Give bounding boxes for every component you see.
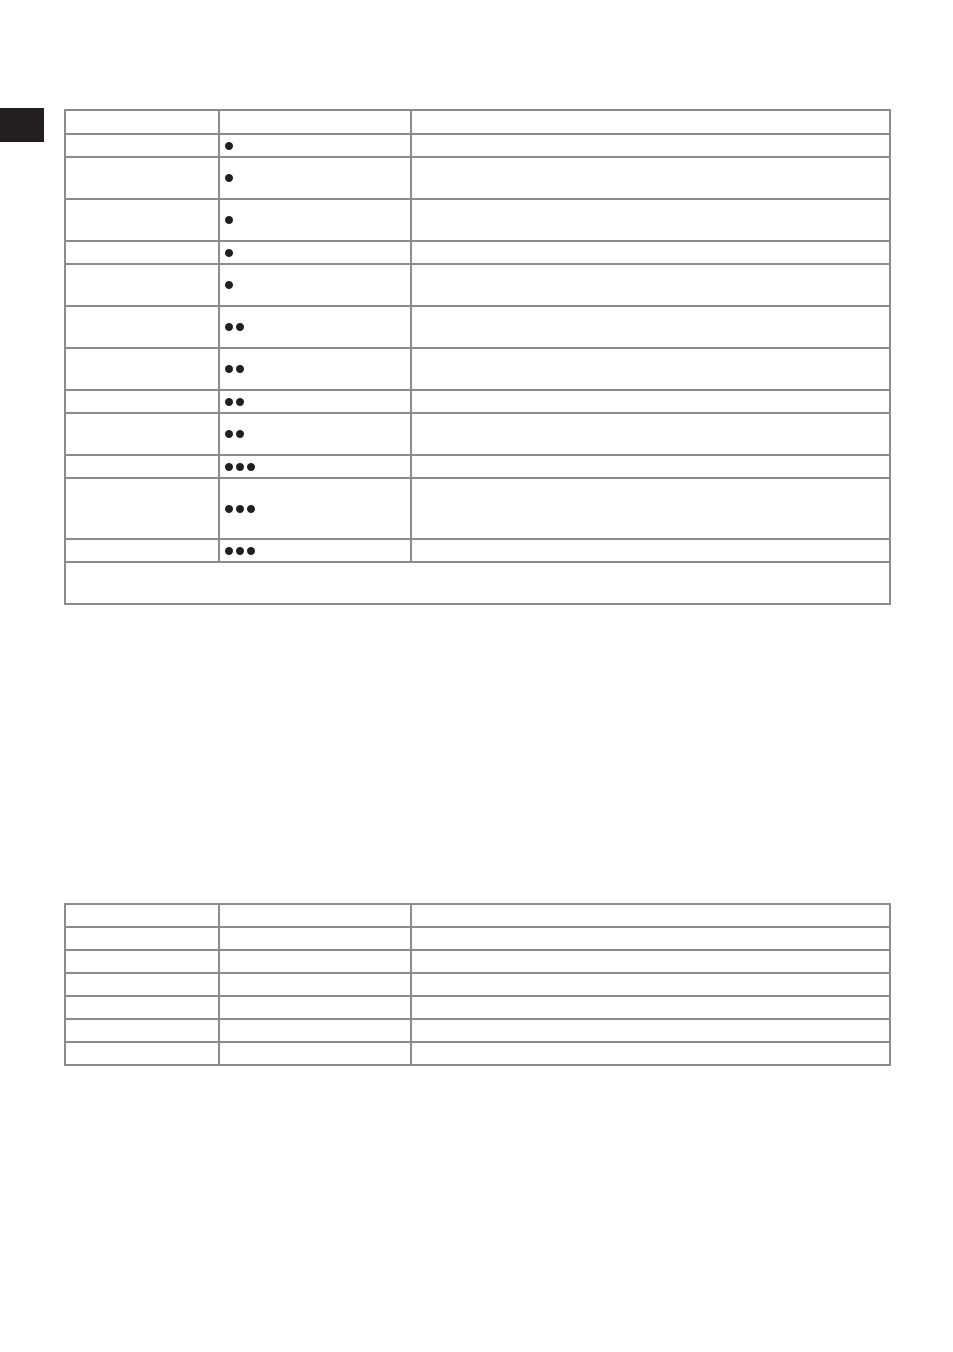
- table-row: [65, 996, 890, 1019]
- row-description-cell: [411, 478, 890, 539]
- indicator-dots-cell: [219, 539, 411, 562]
- row-description-cell: [411, 455, 890, 478]
- row-description-cell: [411, 157, 890, 199]
- indicator-dots-cell: [219, 413, 411, 455]
- table-cell: [411, 950, 890, 973]
- indicator-table: [64, 109, 891, 605]
- table-header-row: [65, 110, 890, 134]
- indicator-dot-icon: [225, 216, 233, 224]
- table-cell: [65, 996, 219, 1019]
- header-cell: [219, 904, 411, 927]
- table-row: [65, 134, 890, 157]
- table-row: [65, 1042, 890, 1065]
- row-description-cell: [411, 306, 890, 348]
- row-description-cell: [411, 390, 890, 413]
- indicator-dots-cell: [219, 306, 411, 348]
- table-cell: [411, 973, 890, 996]
- indicator-dot-icon: [247, 547, 255, 555]
- table-row: [65, 1019, 890, 1042]
- indicator-dots-cell: [219, 455, 411, 478]
- indicator-dots-cell: [219, 157, 411, 199]
- table-row: [65, 539, 890, 562]
- table-row: [65, 199, 890, 241]
- indicator-dot-icon: [236, 398, 244, 406]
- row-label-cell: [65, 306, 219, 348]
- table-row: [65, 455, 890, 478]
- table-cell: [219, 927, 411, 950]
- table-cell: [411, 996, 890, 1019]
- table-cell: [411, 1019, 890, 1042]
- row-description-cell: [411, 539, 890, 562]
- indicator-dot-icon: [225, 365, 233, 373]
- table-cell: [411, 927, 890, 950]
- header-cell: [219, 110, 411, 134]
- indicator-dot-icon: [247, 505, 255, 513]
- table-row: [65, 264, 890, 306]
- row-description-cell: [411, 241, 890, 264]
- indicator-dot-icon: [225, 323, 233, 331]
- row-description-cell: [411, 199, 890, 241]
- table-cell: [65, 927, 219, 950]
- row-label-cell: [65, 134, 219, 157]
- table-cell: [65, 973, 219, 996]
- indicator-dots-cell: [219, 134, 411, 157]
- header-cell: [411, 110, 890, 134]
- indicator-dot-icon: [225, 174, 233, 182]
- row-label-cell: [65, 413, 219, 455]
- indicator-dots-cell: [219, 348, 411, 390]
- indicator-dot-icon: [225, 142, 233, 150]
- table-cell: [219, 996, 411, 1019]
- indicator-dot-icon: [225, 249, 233, 257]
- row-label-cell: [65, 199, 219, 241]
- indicator-dot-icon: [225, 463, 233, 471]
- header-cell: [411, 904, 890, 927]
- table-row: [65, 973, 890, 996]
- row-label-cell: [65, 539, 219, 562]
- table-row: [65, 950, 890, 973]
- row-description-cell: [411, 348, 890, 390]
- section-tab-marker: [0, 108, 44, 142]
- indicator-dot-icon: [236, 323, 244, 331]
- row-description-cell: [411, 134, 890, 157]
- row-label-cell: [65, 390, 219, 413]
- indicator-dot-icon: [225, 430, 233, 438]
- header-cell: [65, 110, 219, 134]
- indicator-dots-cell: [219, 264, 411, 306]
- table-footer-row: [65, 562, 890, 604]
- table-cell: [219, 950, 411, 973]
- table-row: [65, 241, 890, 264]
- indicator-dot-icon: [236, 463, 244, 471]
- indicator-dot-icon: [225, 547, 233, 555]
- footer-note-cell: [65, 562, 890, 604]
- table-row: [65, 478, 890, 539]
- row-description-cell: [411, 413, 890, 455]
- row-description-cell: [411, 264, 890, 306]
- indicator-dot-icon: [236, 547, 244, 555]
- row-label-cell: [65, 157, 219, 199]
- indicator-dots-cell: [219, 478, 411, 539]
- secondary-table: [64, 903, 891, 1066]
- header-cell: [65, 904, 219, 927]
- indicator-dot-icon: [225, 505, 233, 513]
- indicator-dots-cell: [219, 199, 411, 241]
- table-row: [65, 390, 890, 413]
- table-row: [65, 348, 890, 390]
- table-cell: [65, 950, 219, 973]
- indicator-dots-cell: [219, 241, 411, 264]
- table-header-row: [65, 904, 890, 927]
- table-row: [65, 413, 890, 455]
- indicator-dots-cell: [219, 390, 411, 413]
- table-cell: [219, 1042, 411, 1065]
- table-row: [65, 157, 890, 199]
- table-cell: [65, 1042, 219, 1065]
- table-cell: [219, 1019, 411, 1042]
- row-label-cell: [65, 455, 219, 478]
- indicator-dot-icon: [247, 463, 255, 471]
- indicator-dot-icon: [236, 505, 244, 513]
- indicator-dot-icon: [225, 398, 233, 406]
- indicator-dot-icon: [236, 365, 244, 373]
- table-cell: [65, 1019, 219, 1042]
- indicator-dot-icon: [225, 281, 233, 289]
- row-label-cell: [65, 348, 219, 390]
- table-row: [65, 306, 890, 348]
- table-row: [65, 927, 890, 950]
- table-cell: [411, 1042, 890, 1065]
- row-label-cell: [65, 478, 219, 539]
- row-label-cell: [65, 264, 219, 306]
- indicator-dot-icon: [236, 430, 244, 438]
- row-label-cell: [65, 241, 219, 264]
- table-cell: [219, 973, 411, 996]
